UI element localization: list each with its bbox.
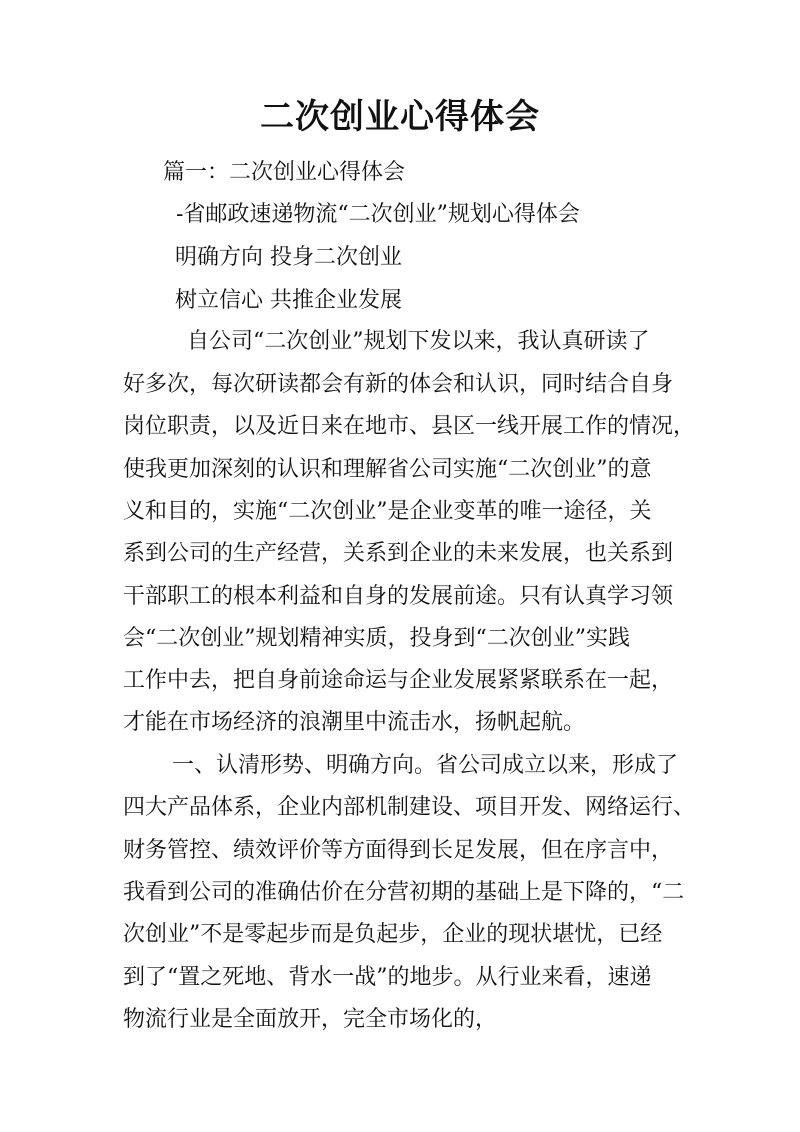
paragraph2-line: 到了“置之死地、背水一战”的地步。从行业来看，速递 [123, 965, 652, 990]
section-heading-2: 树立信心 共推企业发展 [175, 288, 402, 313]
document-subtitle: -省邮政速递物流“二次创业”规划心得体会 [176, 202, 580, 227]
paragraph2-line: 物流行业是全面放开，完全市场化的， [123, 1007, 498, 1032]
paragraph2-line: 财务管控、绩效评价等方面得到长足发展，但在序言中， [123, 838, 674, 863]
paragraph1-line: 好多次，每次研读都会有新的体会和认识，同时结合自身 [123, 372, 674, 397]
paragraph2-line: 次创业”不是零起步而是负起步，企业的现状堪忧，已经 [123, 922, 663, 947]
paragraph2-line: 四大产品体系，企业内部机制建设、项目开发、网络运行、 [123, 795, 696, 820]
paragraph1-line: 自公司“二次创业”规划下发以来，我认真研读了 [187, 329, 650, 354]
paragraph1-line: 岗位职责，以及近日来在地市、县区一线开展工作的情况， [123, 414, 696, 439]
paragraph1-line: 干部职工的根本利益和自身的发展前途。只有认真学习领 [123, 584, 674, 609]
paragraph2-line: 我看到公司的准确估价在分营初期的基础上是下降的，“二 [123, 880, 685, 905]
chapter-heading: 篇一：二次创业心得体会 [163, 160, 406, 185]
paragraph1-line: 义和目的，实施“二次创业”是企业变革的唯一途径，关 [123, 499, 652, 524]
section-heading-1: 明确方向 投身二次创业 [175, 245, 402, 270]
paragraph1-line: 使我更加深刻的认识和理解省公司实施“二次创业”的意 [123, 457, 652, 482]
paragraph1-line: 工作中去，把自身前途命运与企业发展紧紧联系在一起， [123, 668, 674, 693]
paragraph1-line: 才能在市场经济的浪潮里中流击水，扬帆起航。 [123, 710, 586, 735]
paragraph1-line: 会“二次创业”规划精神实质，投身到“二次创业”实践 [123, 626, 630, 651]
document-title: 二次创业心得体会 [260, 97, 540, 137]
paragraph2-line: 一、认清形势、明确方向。省公司成立以来，形成了 [172, 753, 679, 778]
paragraph1-line: 系到公司的生产经营，关系到企业的未来发展，也关系到 [123, 541, 674, 566]
